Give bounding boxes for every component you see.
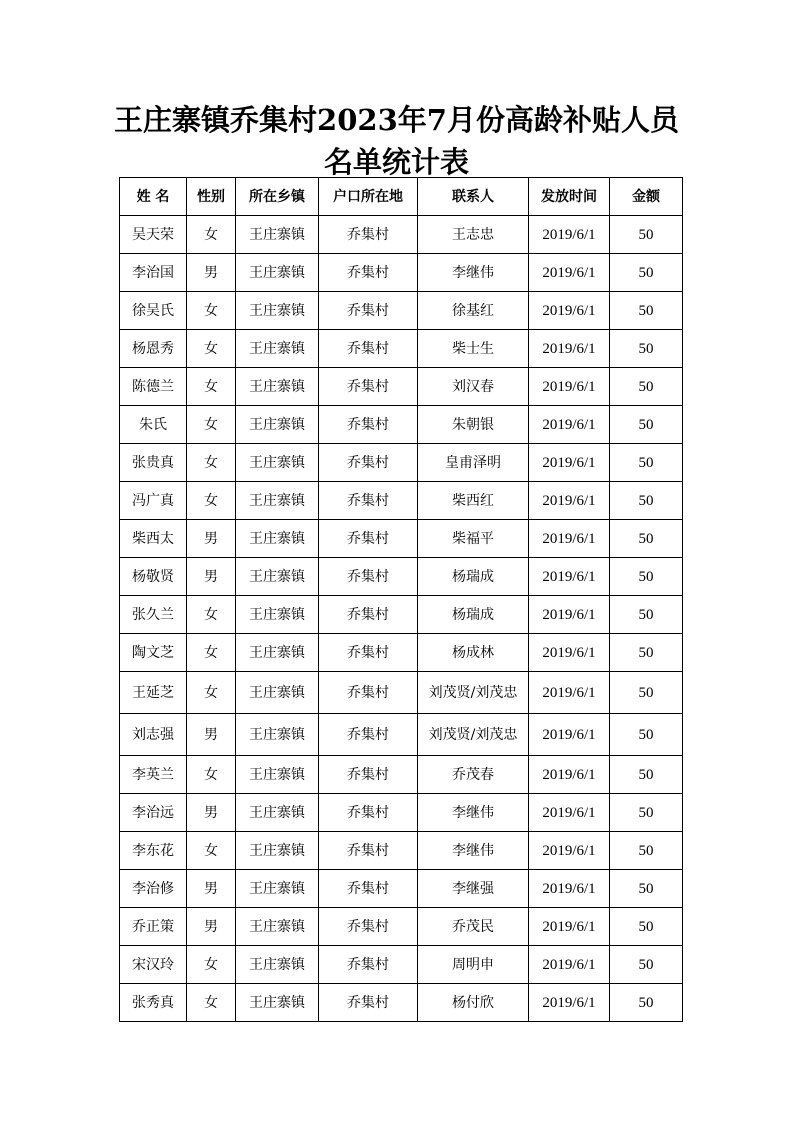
cell-town: 王庄寨镇 (236, 672, 319, 714)
cell-name: 宋汉玲 (120, 946, 187, 984)
cell-contact: 柴士生 (418, 330, 529, 368)
cell-date: 2019/6/1 (529, 908, 610, 946)
cell-name: 张贵真 (120, 444, 187, 482)
cell-town: 王庄寨镇 (236, 368, 319, 406)
cell-town: 王庄寨镇 (236, 444, 319, 482)
cell-date: 2019/6/1 (529, 368, 610, 406)
cell-amount: 50 (610, 444, 683, 482)
table-row (120, 634, 683, 672)
cell-gender: 女 (187, 832, 236, 870)
header-hukou: 户口所在地 (319, 178, 418, 216)
cell-amount: 50 (610, 406, 683, 444)
cell-hukou: 乔集村 (319, 596, 418, 634)
cell-hukou: 乔集村 (319, 946, 418, 984)
cell-town: 王庄寨镇 (236, 292, 319, 330)
cell-amount: 50 (610, 520, 683, 558)
table-row (120, 908, 683, 946)
cell-amount: 50 (610, 794, 683, 832)
cell-date: 2019/6/1 (529, 444, 610, 482)
cell-amount: 50 (610, 672, 683, 714)
cell-name: 陈德兰 (120, 368, 187, 406)
cell-hukou: 乔集村 (319, 832, 418, 870)
cell-amount: 50 (610, 870, 683, 908)
cell-date: 2019/6/1 (529, 946, 610, 984)
subsidy-table (119, 177, 683, 1022)
cell-gender: 女 (187, 216, 236, 254)
cell-contact: 王志忠 (418, 216, 529, 254)
cell-name: 李治国 (120, 254, 187, 292)
cell-town: 王庄寨镇 (236, 832, 319, 870)
cell-date: 2019/6/1 (529, 558, 610, 596)
cell-contact: 杨瑞成 (418, 558, 529, 596)
cell-amount: 50 (610, 946, 683, 984)
cell-contact: 杨成林 (418, 634, 529, 672)
cell-contact: 李继伟 (418, 254, 529, 292)
cell-contact: 杨瑞成 (418, 596, 529, 634)
cell-name: 徐吴氏 (120, 292, 187, 330)
cell-contact: 刘茂贤/刘茂忠 (418, 714, 529, 756)
table-row (120, 832, 683, 870)
table-header-row (120, 178, 683, 216)
table-row (120, 870, 683, 908)
cell-town: 王庄寨镇 (236, 406, 319, 444)
cell-hukou: 乔集村 (319, 672, 418, 714)
cell-contact: 刘茂贤/刘茂忠 (418, 672, 529, 714)
cell-hukou: 乔集村 (319, 292, 418, 330)
cell-contact: 乔茂春 (418, 756, 529, 794)
cell-hukou: 乔集村 (319, 216, 418, 254)
cell-town: 王庄寨镇 (236, 794, 319, 832)
header-town: 所在乡镇 (236, 178, 319, 216)
cell-date: 2019/6/1 (529, 596, 610, 634)
cell-name: 李治修 (120, 870, 187, 908)
table-row (120, 756, 683, 794)
cell-date: 2019/6/1 (529, 832, 610, 870)
cell-date: 2019/6/1 (529, 482, 610, 520)
cell-gender: 女 (187, 672, 236, 714)
header-contact: 联系人 (418, 178, 529, 216)
table-row (120, 520, 683, 558)
cell-name: 杨敬贤 (120, 558, 187, 596)
table-row (120, 330, 683, 368)
cell-town: 王庄寨镇 (236, 558, 319, 596)
cell-gender: 男 (187, 870, 236, 908)
document-subtitle: 名单统计表 (323, 145, 469, 179)
cell-amount: 50 (610, 558, 683, 596)
table-row (120, 596, 683, 634)
cell-hukou: 乔集村 (319, 634, 418, 672)
cell-town: 王庄寨镇 (236, 254, 319, 292)
cell-date: 2019/6/1 (529, 794, 610, 832)
cell-gender: 女 (187, 444, 236, 482)
cell-town: 王庄寨镇 (236, 714, 319, 756)
table-row (120, 558, 683, 596)
cell-name: 陶文芝 (120, 634, 187, 672)
table-body (120, 216, 683, 1022)
cell-date: 2019/6/1 (529, 714, 610, 756)
cell-hukou: 乔集村 (319, 756, 418, 794)
cell-gender: 女 (187, 984, 236, 1022)
cell-hukou: 乔集村 (319, 254, 418, 292)
cell-gender: 女 (187, 596, 236, 634)
cell-town: 王庄寨镇 (236, 520, 319, 558)
cell-name: 李东花 (120, 832, 187, 870)
cell-contact: 皇甫泽明 (418, 444, 529, 482)
cell-hukou: 乔集村 (319, 330, 418, 368)
cell-contact: 杨付欣 (418, 984, 529, 1022)
cell-amount: 50 (610, 984, 683, 1022)
cell-contact: 朱朝银 (418, 406, 529, 444)
cell-name: 刘志强 (120, 714, 187, 756)
cell-gender: 男 (187, 254, 236, 292)
cell-amount: 50 (610, 714, 683, 756)
cell-contact: 李继伟 (418, 832, 529, 870)
cell-gender: 男 (187, 908, 236, 946)
header-amount: 金额 (610, 178, 683, 216)
table-row (120, 482, 683, 520)
cell-amount: 50 (610, 482, 683, 520)
cell-date: 2019/6/1 (529, 756, 610, 794)
cell-town: 王庄寨镇 (236, 634, 319, 672)
cell-amount: 50 (610, 634, 683, 672)
table-row (120, 406, 683, 444)
table-row (120, 946, 683, 984)
cell-gender: 男 (187, 794, 236, 832)
cell-gender: 女 (187, 482, 236, 520)
cell-town: 王庄寨镇 (236, 216, 319, 254)
cell-date: 2019/6/1 (529, 406, 610, 444)
cell-date: 2019/6/1 (529, 870, 610, 908)
cell-amount: 50 (610, 292, 683, 330)
table-row (120, 714, 683, 756)
cell-gender: 女 (187, 756, 236, 794)
cell-name: 李治远 (120, 794, 187, 832)
cell-date: 2019/6/1 (529, 216, 610, 254)
cell-contact: 徐基红 (418, 292, 529, 330)
cell-date: 2019/6/1 (529, 984, 610, 1022)
cell-contact: 周明申 (418, 946, 529, 984)
cell-date: 2019/6/1 (529, 520, 610, 558)
document-title: 王庄寨镇乔集村2023年7月份高龄补贴人员 (114, 103, 679, 137)
cell-gender: 女 (187, 330, 236, 368)
cell-name: 张久兰 (120, 596, 187, 634)
table-row (120, 672, 683, 714)
table-row (120, 254, 683, 292)
cell-town: 王庄寨镇 (236, 596, 319, 634)
table-row (120, 216, 683, 254)
cell-name: 吴天荣 (120, 216, 187, 254)
header-name: 姓 名 (120, 178, 187, 216)
cell-amount: 50 (610, 216, 683, 254)
cell-gender: 男 (187, 714, 236, 756)
cell-town: 王庄寨镇 (236, 908, 319, 946)
cell-amount: 50 (610, 254, 683, 292)
cell-amount: 50 (610, 756, 683, 794)
cell-hukou: 乔集村 (319, 520, 418, 558)
cell-hukou: 乔集村 (319, 368, 418, 406)
table-row (120, 984, 683, 1022)
cell-gender: 女 (187, 946, 236, 984)
cell-hukou: 乔集村 (319, 870, 418, 908)
cell-town: 王庄寨镇 (236, 330, 319, 368)
cell-name: 杨恩秀 (120, 330, 187, 368)
cell-name: 冯广真 (120, 482, 187, 520)
cell-name: 乔正策 (120, 908, 187, 946)
header-date: 发放时间 (529, 178, 610, 216)
cell-amount: 50 (610, 832, 683, 870)
cell-contact: 柴西红 (418, 482, 529, 520)
cell-hukou: 乔集村 (319, 908, 418, 946)
cell-name: 张秀真 (120, 984, 187, 1022)
cell-contact: 李继强 (418, 870, 529, 908)
cell-contact: 乔茂民 (418, 908, 529, 946)
cell-name: 李英兰 (120, 756, 187, 794)
cell-name: 朱氏 (120, 406, 187, 444)
cell-amount: 50 (610, 330, 683, 368)
table-row (120, 794, 683, 832)
cell-town: 王庄寨镇 (236, 946, 319, 984)
cell-town: 王庄寨镇 (236, 756, 319, 794)
cell-name: 王延芝 (120, 672, 187, 714)
cell-hukou: 乔集村 (319, 482, 418, 520)
cell-date: 2019/6/1 (529, 672, 610, 714)
cell-town: 王庄寨镇 (236, 870, 319, 908)
cell-amount: 50 (610, 596, 683, 634)
cell-hukou: 乔集村 (319, 406, 418, 444)
cell-contact: 李继伟 (418, 794, 529, 832)
table-row (120, 292, 683, 330)
cell-hukou: 乔集村 (319, 794, 418, 832)
cell-gender: 女 (187, 634, 236, 672)
cell-hukou: 乔集村 (319, 558, 418, 596)
cell-contact: 刘汉春 (418, 368, 529, 406)
cell-hukou: 乔集村 (319, 444, 418, 482)
cell-contact: 柴福平 (418, 520, 529, 558)
header-gender: 性别 (187, 178, 236, 216)
table-row (120, 444, 683, 482)
cell-hukou: 乔集村 (319, 714, 418, 756)
cell-hukou: 乔集村 (319, 984, 418, 1022)
cell-gender: 男 (187, 558, 236, 596)
cell-gender: 女 (187, 368, 236, 406)
cell-amount: 50 (610, 368, 683, 406)
cell-date: 2019/6/1 (529, 254, 610, 292)
cell-gender: 女 (187, 292, 236, 330)
cell-gender: 男 (187, 520, 236, 558)
cell-date: 2019/6/1 (529, 330, 610, 368)
table-row (120, 368, 683, 406)
cell-town: 王庄寨镇 (236, 984, 319, 1022)
cell-gender: 女 (187, 406, 236, 444)
cell-town: 王庄寨镇 (236, 482, 319, 520)
cell-date: 2019/6/1 (529, 634, 610, 672)
cell-amount: 50 (610, 908, 683, 946)
cell-name: 柴西太 (120, 520, 187, 558)
cell-date: 2019/6/1 (529, 292, 610, 330)
